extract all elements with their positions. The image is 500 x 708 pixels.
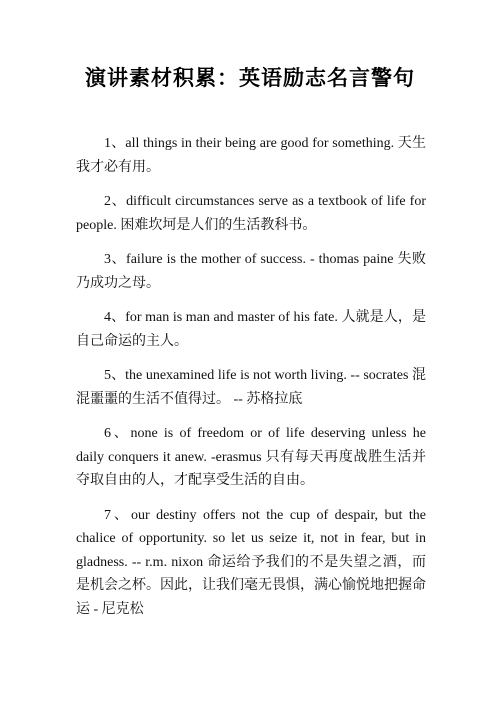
- quote-item-3: 3、failure is the mother of success. - thomas paine 失败乃成功之母。: [76, 252, 426, 291]
- quote-list: [76, 132, 426, 632]
- quote-item-7: 7、our destiny offers not the cup of despair, but the chalice of opportunity. so let us seize it, not in fear, but in gladness. -- r.m. nixon 命运给予我们的不是失望之酒，而是机会之杯。因此，让我们毫无畏惧，满心愉悦地把握命运 - 尼克松: [76, 507, 426, 617]
- quote-item-5: 5、the unexamined life is not worth living. -- socrates 混混噩噩的生活不值得过。 -- 苏格拉底: [76, 368, 426, 407]
- quote-item-1: 1、all things in their being are good for something. 天生我才必有用。: [76, 136, 426, 175]
- page-title: 演讲素材积累：英语励志名言警句: [85, 65, 415, 90]
- quote-item-4: 4、for man is man and master of his fate. 人就是人，是自己命运的主人。: [76, 310, 426, 349]
- quote-item-6: 6、none is of freedom or of life deserving unless he daily conquers it anew. -erasmus 只有每天再度战胜生活并夺取自由的人，才配享受生活的自由。: [76, 426, 426, 488]
- quote-item-2: 2、difficult circumstances serve as a textbook of life for people. 困难坎坷是人们的生活教科书。: [76, 194, 426, 233]
